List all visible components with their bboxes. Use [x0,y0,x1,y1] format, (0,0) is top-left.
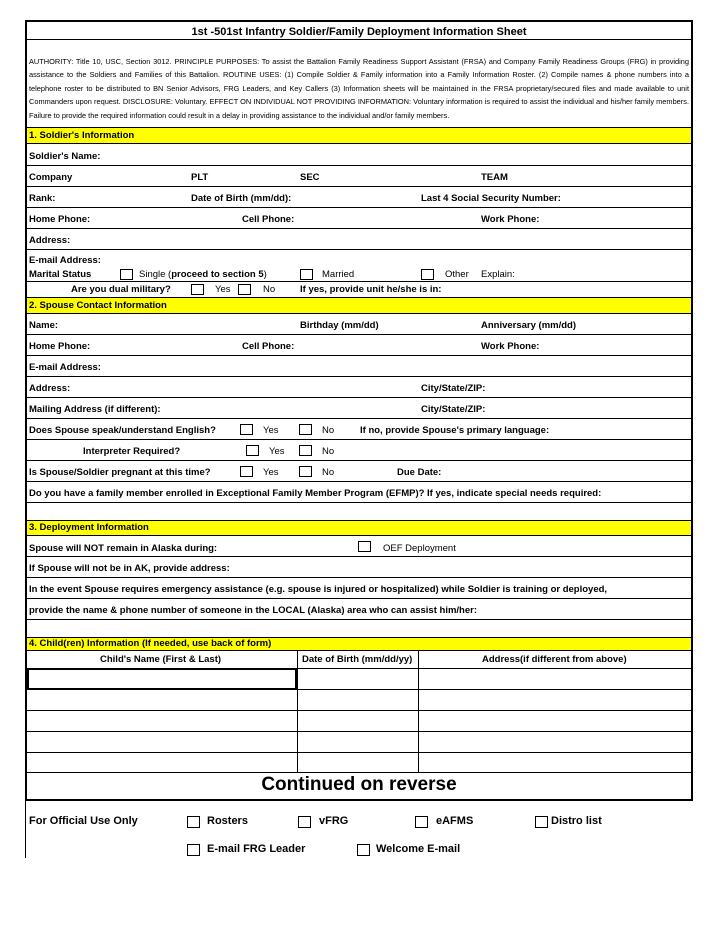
table-row[interactable] [27,690,691,711]
married-checkbox[interactable] [300,269,313,280]
rank-label: Rank: [29,193,56,204]
other-option: Other [445,269,469,280]
english-yes-checkbox[interactable] [240,424,253,435]
pregnant-no-label: No [322,467,335,478]
interpreter-question: Interpreter Required? [83,446,181,457]
section-1-header [27,127,691,144]
welcome-email-label: Welcome E-mail [376,843,461,855]
official-left-border [25,801,26,858]
pregnant-yes-checkbox[interactable] [240,466,253,477]
official-use-label: For Official Use Only [29,815,138,827]
dual-military-question: Are you dual military? [71,284,171,295]
section-4-header [27,637,691,651]
team-label: TEAM [481,172,508,183]
rosters-checkbox[interactable] [187,816,200,828]
soldier-email-row[interactable] [27,250,691,267]
form-title: 1st -501st Infantry Soldier/Family Deployment Information Sheet [191,26,527,38]
spouse-name-label: Name: [29,320,59,331]
welcome-email-checkbox[interactable] [357,844,370,856]
english-no-checkbox[interactable] [299,424,312,435]
eafms-checkbox[interactable] [415,816,428,828]
interpreter-row [27,440,691,461]
emergency-row-2[interactable] [27,599,691,620]
deployment-info-form [25,20,693,801]
dob-label: Date of Birth (mm/dd): [191,193,292,204]
oef-checkbox[interactable] [358,541,371,552]
interpreter-yes-checkbox[interactable] [246,445,259,456]
email-frg-leader-checkbox[interactable] [187,844,200,856]
dual-no-checkbox[interactable] [238,284,251,295]
section-3-header [27,520,691,536]
due-date-label: Due Date: [397,467,442,478]
interpreter-no-checkbox[interactable] [299,445,312,456]
dual-military-row [27,282,691,297]
section-3-title: 3. Deployment Information [29,522,149,533]
soldier-name-row[interactable] [27,144,691,166]
unit-row[interactable] [27,166,691,187]
distro-list-checkbox[interactable] [535,816,548,828]
english-yes-label: Yes [263,425,279,436]
emergency-text-2: provide the name & phone number of someone in the LOCAL (Alaska) area who can assist him/her: [29,605,477,616]
single-checkbox[interactable] [120,269,133,280]
married-option: Married [322,269,355,280]
single-option: Single (proceed to section 5) [139,269,267,280]
eafms-label: eAFMS [436,815,474,827]
pregnant-yes-label: Yes [263,467,279,478]
pregnant-row [27,461,691,482]
not-in-ak-row[interactable] [27,557,691,578]
table-row[interactable] [27,732,691,753]
email-frg-leader-label: E-mail FRG Leader [207,843,306,855]
spouse-address-label: Address: [29,383,71,394]
section-2-header [27,297,691,314]
mailing-city-label: City/State/ZIP: [421,404,486,415]
efmp-blank-row[interactable] [27,503,691,521]
spouse-home-phone-label: Home Phone: [29,341,91,352]
dual-yes-label: Yes [215,284,231,295]
english-row [27,419,691,440]
continued-on-reverse: Continued on reverse [261,774,457,795]
soldier-name-label: Soldier's Name: [29,151,101,162]
col-child-dob: Date of Birth (mm/dd/yy) [302,654,413,665]
company-label: Company [29,172,73,183]
not-remain-label: Spouse will NOT remain in Alaska during: [29,543,218,554]
dual-unit-label: If yes, provide unit he/she is in: [300,284,442,295]
sec-label: SEC [300,172,320,183]
english-no-label: No [322,425,335,436]
email-label: E-mail Address: [29,255,101,266]
home-phone-label: Home Phone: [29,214,91,225]
spouse-cell-phone-label: Cell Phone: [242,341,295,352]
child-name-cell-active[interactable] [27,668,297,690]
marital-status-row [27,267,691,282]
interpreter-no-label: No [322,446,335,457]
plt-label: PLT [191,172,209,183]
efmp-row[interactable] [27,482,691,503]
efmp-question: Do you have a family member enrolled in Exceptional Family Member Program (EFMP)? If yes, indicate special needs required: [29,488,602,499]
spouse-work-phone-label: Work Phone: [481,341,540,352]
col-child-name: Child's Name (First & Last) [100,654,222,665]
section-4-title: 4. Child(ren) Information (If needed, use back of form) [29,638,272,649]
rank-row[interactable] [27,187,691,208]
emergency-row-1 [27,578,691,599]
anniversary-label: Anniversary (mm/dd) [481,320,577,331]
rosters-label: Rosters [207,815,248,827]
spouse-address-row[interactable] [27,377,691,398]
address-label: Address: [29,235,71,246]
interpreter-yes-label: Yes [269,446,285,457]
section-1-title: 1. Soldier's Information [29,130,135,141]
work-phone-label: Work Phone: [481,214,540,225]
marital-status-label: Marital Status [29,269,92,280]
table-row[interactable] [27,668,691,690]
divider [27,39,691,40]
authority-statement: AUTHORITY: Title 10, USC, Section 3012. PRINCIPLE PURPOSES: To assist the Battalion Family Readiness Support Assistant (FRSA) and Company Family Readiness Groups (FRG) in providing assistance to the Soldiers and Families of this Battalion. ROUTINE USES: (1) Compile Soldier & Family information into a Family Information Roster. (2) Compile names & phone numbers into a telephone roster to be distributed to BN Senior Advisors, FRG Leaders, and Key Callers (3) Information sheets will be maintained in the FRSA proprietary/secured files and made available to unit Commanders upon request. DISCLOSURE: Voluntary. EFFECT ON INDIVIDUAL NOT PROVIDING INFORMATION: Voluntary information is required to assist the individual and his/her family members. Failure to provide the required information could result in a delay in providing assistance to the individual and/or family members. [29,57,689,120]
emergency-text-1: In the event Spouse requires emergency assistance (e.g. spouse is injured or hospitalized) while Soldier is training or deployed, [29,584,608,595]
emergency-blank-row[interactable] [27,620,691,638]
col-child-address: Address(if different from above) [482,654,627,665]
ssn-label: Last 4 Social Security Number: [421,193,561,204]
dual-yes-checkbox[interactable] [191,284,204,295]
not-remain-row [27,536,691,557]
not-in-ak-label: If Spouse will not be in AK, provide address: [29,563,230,574]
children-table-header [27,651,691,668]
cell-phone-label: Cell Phone: [242,214,295,225]
vfrg-label: vFRG [319,815,349,827]
explain-label: Explain: [481,269,515,280]
english-question: Does Spouse speak/understand English? [29,425,216,436]
mailing-address-row[interactable] [27,398,691,419]
spouse-city-label: City/State/ZIP: [421,383,486,394]
spouse-name-row[interactable] [27,314,691,335]
table-row[interactable] [27,753,691,773]
spouse-email-row[interactable] [27,356,691,377]
column-divider [297,651,298,773]
section-2-title: 2. Spouse Contact Information [29,300,167,311]
distro-list-label: Distro list [551,815,602,827]
language-label: If no, provide Spouse's primary language: [360,425,550,436]
oef-label: OEF Deployment [383,543,456,554]
mailing-address-label: Mailing Address (if different): [29,404,161,415]
spouse-phone-row[interactable] [27,335,691,356]
spouse-email-label: E-mail Address: [29,362,101,373]
vfrg-checkbox[interactable] [298,816,311,828]
soldier-phone-row[interactable] [27,208,691,229]
other-checkbox[interactable] [421,269,434,280]
dual-no-label: No [263,284,276,295]
table-row[interactable] [27,711,691,732]
spouse-birthday-label: Birthday (mm/dd) [300,320,379,331]
column-divider [418,651,419,773]
pregnant-no-checkbox[interactable] [299,466,312,477]
soldier-address-row[interactable] [27,229,691,250]
pregnant-question: Is Spouse/Soldier pregnant at this time? [29,467,211,478]
